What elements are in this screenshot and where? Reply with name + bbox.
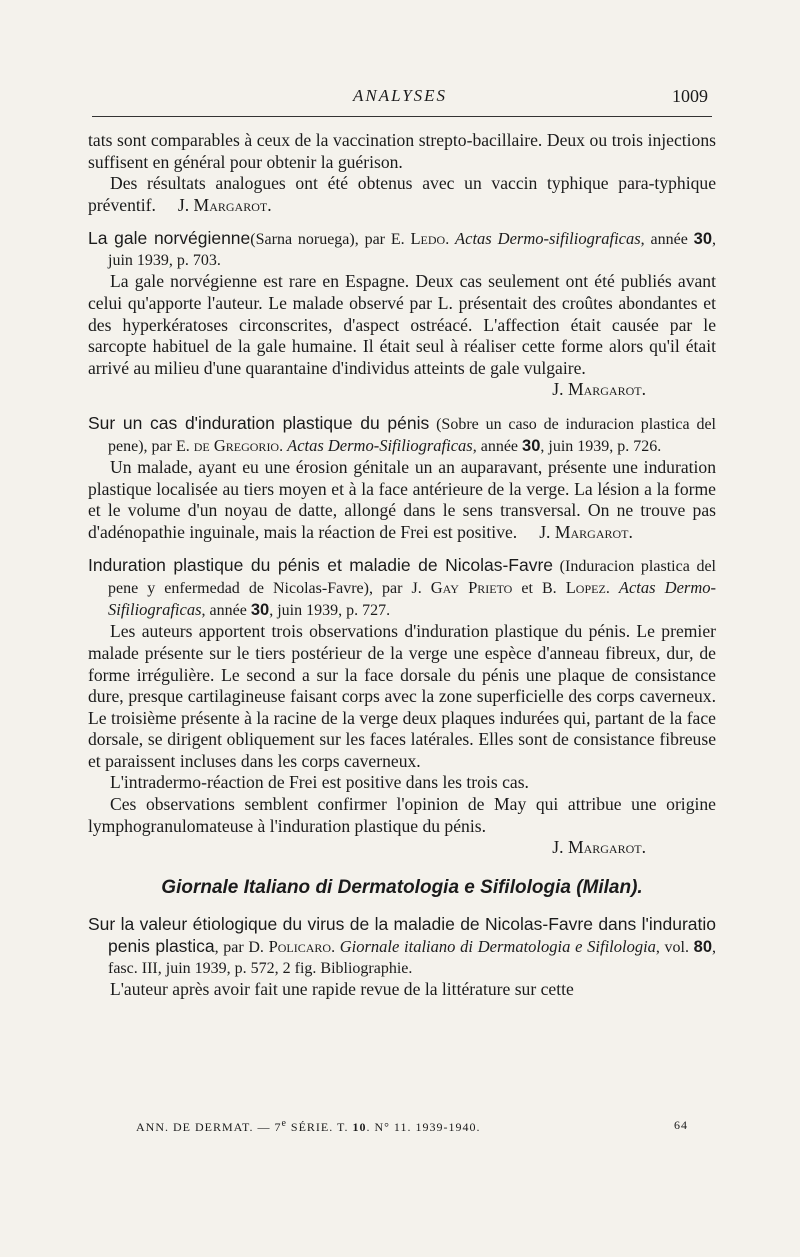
- footer-text: . N° 11. 1939-1940.: [366, 1120, 481, 1134]
- footer-superscript: e: [281, 1118, 287, 1129]
- continuation-paragraph: tats sont comparables à ceux de la vaccination strepto-bacillaire. Deux ou trois injections suffisent en général pour obtenir la guérison.: [88, 130, 716, 172]
- journal-section-heading: Giornale Italiano di Dermatologia e Sifilologia (Milan).: [161, 876, 643, 898]
- paragraph-text: Un malade, ayant eu une érosion génitale un an auparavant, présente une induration plastique localisée au tiers moyen et à la face antérieure de la verge. La lésion a la forme et le volume d'un noyau de datte, allongé dans le sens transversal. On ne trouve pas d'adénopathie inguinale, mais la réaction de Frei est positive.: [88, 456, 716, 542]
- article-text: Les auteurs apportent trois observations d'induration plastique du pénis. Le premier malade présente sur le tiers postérieur de la verge une espèce d'anneau fibreux, dur, de forme irrégulière. Le second a sur la face dorsale du pénis une plaque de consistance dure, presque cartilagineuse faisant corps avec la zone superficielle des corps caverneux. Le troisième présente à la racine de la verge deux plaques indurées qui, partant de la face dorsale, se dirigent obliquement sur les faces latérales. Elles sont de consistance fibreuse et paraissent incluses dans les corps caverneux.: [88, 621, 716, 771]
- separator: .: [605, 580, 619, 598]
- citation: , juin 1939, p. 727.: [269, 602, 391, 620]
- author: Policaro: [268, 937, 332, 957]
- volume: 30: [250, 601, 270, 620]
- citation: , par D.: [214, 939, 269, 957]
- paragraph-text: Des résultats analogues ont été obtenus avec un vaccin typhique para-typhique préventif.: [88, 173, 716, 215]
- volume: 80: [693, 938, 712, 957]
- separator: .: [445, 231, 456, 249]
- article-title: Sur la valeur étiologique du virus de la maladie de Nicolas-Favre dans l'induratio penis plastica: [88, 914, 716, 957]
- author: de Gregorio: [193, 435, 280, 455]
- author: Gay Prieto: [430, 578, 513, 598]
- article-heading: [88, 413, 716, 457]
- volume: 30: [522, 436, 541, 455]
- signature: J. Margarot.: [552, 837, 646, 858]
- page-footer: [136, 1118, 688, 1135]
- article-title: Sur un cas d'induration plastique du pénis: [88, 412, 430, 433]
- paragraph: [88, 173, 716, 216]
- body-text: [88, 130, 716, 1001]
- footer-volume: 10: [352, 1120, 367, 1134]
- citation: , juin 1939, p. 703.: [108, 231, 717, 270]
- citation: (Sobre un caso de induracion plastica del pene), par E.: [108, 415, 716, 455]
- article-title: Induration plastique du pénis et maladie de Nicolas-Favre: [88, 555, 554, 576]
- separator: .: [331, 939, 340, 957]
- page-number: 1009: [672, 86, 708, 106]
- signature: J. Margarot.: [539, 521, 633, 542]
- article-text: La gale norvégienne est rare en Espagne. Deux cas seulement ont été publiés avant celui qu'apporte l'auteur. Le malade observé par L. présentait des croûtes abondantes et des hyperkératoses circonscrites, d'aspect ostréacé. L'affection était causée par le sarcopte habituel de la gale humaine. Il était seul à réaliser cette forme alors qu'il était arrivé au milieu d'une quarantaine d'individus atteints de gale vulgaire.: [88, 271, 716, 378]
- article-heading: [88, 555, 716, 621]
- signature-mark: 64: [674, 1118, 688, 1132]
- citation: , vol.: [655, 939, 694, 957]
- journal-name: Actas Dermo-sifiliograficas: [455, 229, 641, 249]
- volume: 30: [693, 230, 713, 249]
- article-heading: [88, 228, 716, 271]
- citation: , année: [472, 437, 523, 455]
- journal-name: Giornale italiano di Dermatologia e Sifilologia: [339, 937, 656, 957]
- article-title: La gale norvégienne: [88, 228, 251, 249]
- article-text: L'auteur après avoir fait une rapide revue de la littérature sur cette: [110, 979, 574, 1000]
- citation: , juin 1939, p. 726.: [540, 437, 662, 455]
- footer-text: ANN. DE DERMAT. — 7: [136, 1120, 282, 1134]
- footer-citation: [136, 1118, 480, 1135]
- citation: , année: [640, 231, 694, 249]
- citation: (Sarna noruega), par E.: [250, 231, 411, 249]
- citation: , fasc. III, juin 1939, p. 572, 2 fig. Bibliographie.: [108, 939, 716, 978]
- separator: .: [279, 437, 288, 455]
- citation: , année: [201, 602, 251, 620]
- signature: J. Margarot.: [177, 194, 272, 215]
- citation: (Induracion plastica del pene y enfermedad de Nicolas-Favre), par J.: [108, 558, 716, 598]
- citation: et B.: [512, 580, 566, 598]
- signature: J. Margarot.: [552, 379, 646, 400]
- article-text: [88, 457, 716, 543]
- header-rule: [92, 116, 712, 117]
- running-header: ANALYSES: [352, 86, 448, 105]
- article-text: L'intradermo-réaction de Frei est positive dans les trois cas.: [110, 772, 529, 793]
- author: Lopez: [565, 578, 606, 598]
- article-text: Ces observations semblent confirmer l'opinion de May qui attribue une origine lymphogranulomateuse à l'induration plastique du pénis.: [88, 794, 716, 836]
- author: Ledo: [410, 229, 446, 249]
- footer-text: SÉRIE. T.: [286, 1120, 353, 1134]
- journal-name: Actas Dermo-Sifiliograficas: [287, 435, 473, 455]
- article-heading: [88, 914, 716, 979]
- journal-name: Actas Dermo-Sifiliograficas: [108, 578, 717, 620]
